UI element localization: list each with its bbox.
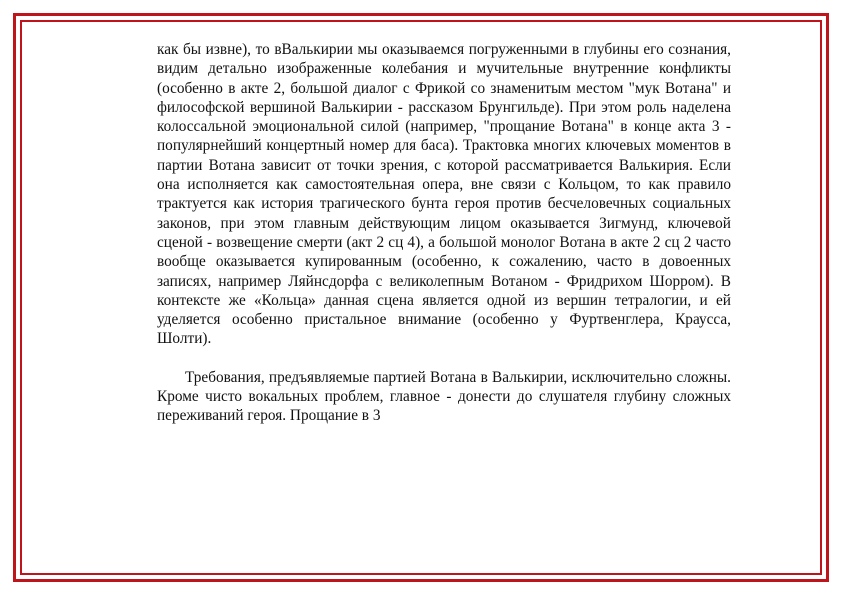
document-body: [157, 40, 731, 426]
paragraph-requirements: Требования, предъявляемые партией Вотана в Валькирии, исключительно сложны. Кроме чисто вокальных проблем, главное - донести до слушателя глубину сложных переживаний героя. Прощание в 3: [157, 368, 731, 425]
paragraph-continued: как бы извне), то вВалькирии мы оказываемся погруженными в глубины его сознания, видим детально изображенные колебания и мучительные внутренние конфликты (особенно в акте 2, большой диалог с Фрикой со знаменитым местом "мук Вотана" и философской вершиной Валькирии - рассказом Брунгильде). При этом роль наделена колоссальной эмоциональной силой (например, "прощание Вотана" в конце акта 3 - популярнейший концертный номер для баса). Трактовка многих ключевых моментов в партии Вотана зависит от точки зрения, с которой рассматривается Валькирия. Если она исполняется как самостоятельная опера, вне связи с Кольцом, то как правило трактуется как история трагического бунта героя против бесчеловечных социальных законов, при этом главным действующим лицом оказывается Зигмунд, ключевой сценой - возвещение смерти (акт 2 сц 4), а большой монолог Вотана в акте 2 сц 2 часто вообще оказывается купированным (особенно, к сожалению, часто в довоенных записях, например Ляйнсдорфа с великолепным Вотаном - Фридрихом Шорром). В контексте же «Кольца» данная сцена является одной из вершин тетралогии, и ей уделяется особенно пристальное внимание (особенно у Фуртвенглера, Краусса, Шолти).: [157, 41, 731, 348]
